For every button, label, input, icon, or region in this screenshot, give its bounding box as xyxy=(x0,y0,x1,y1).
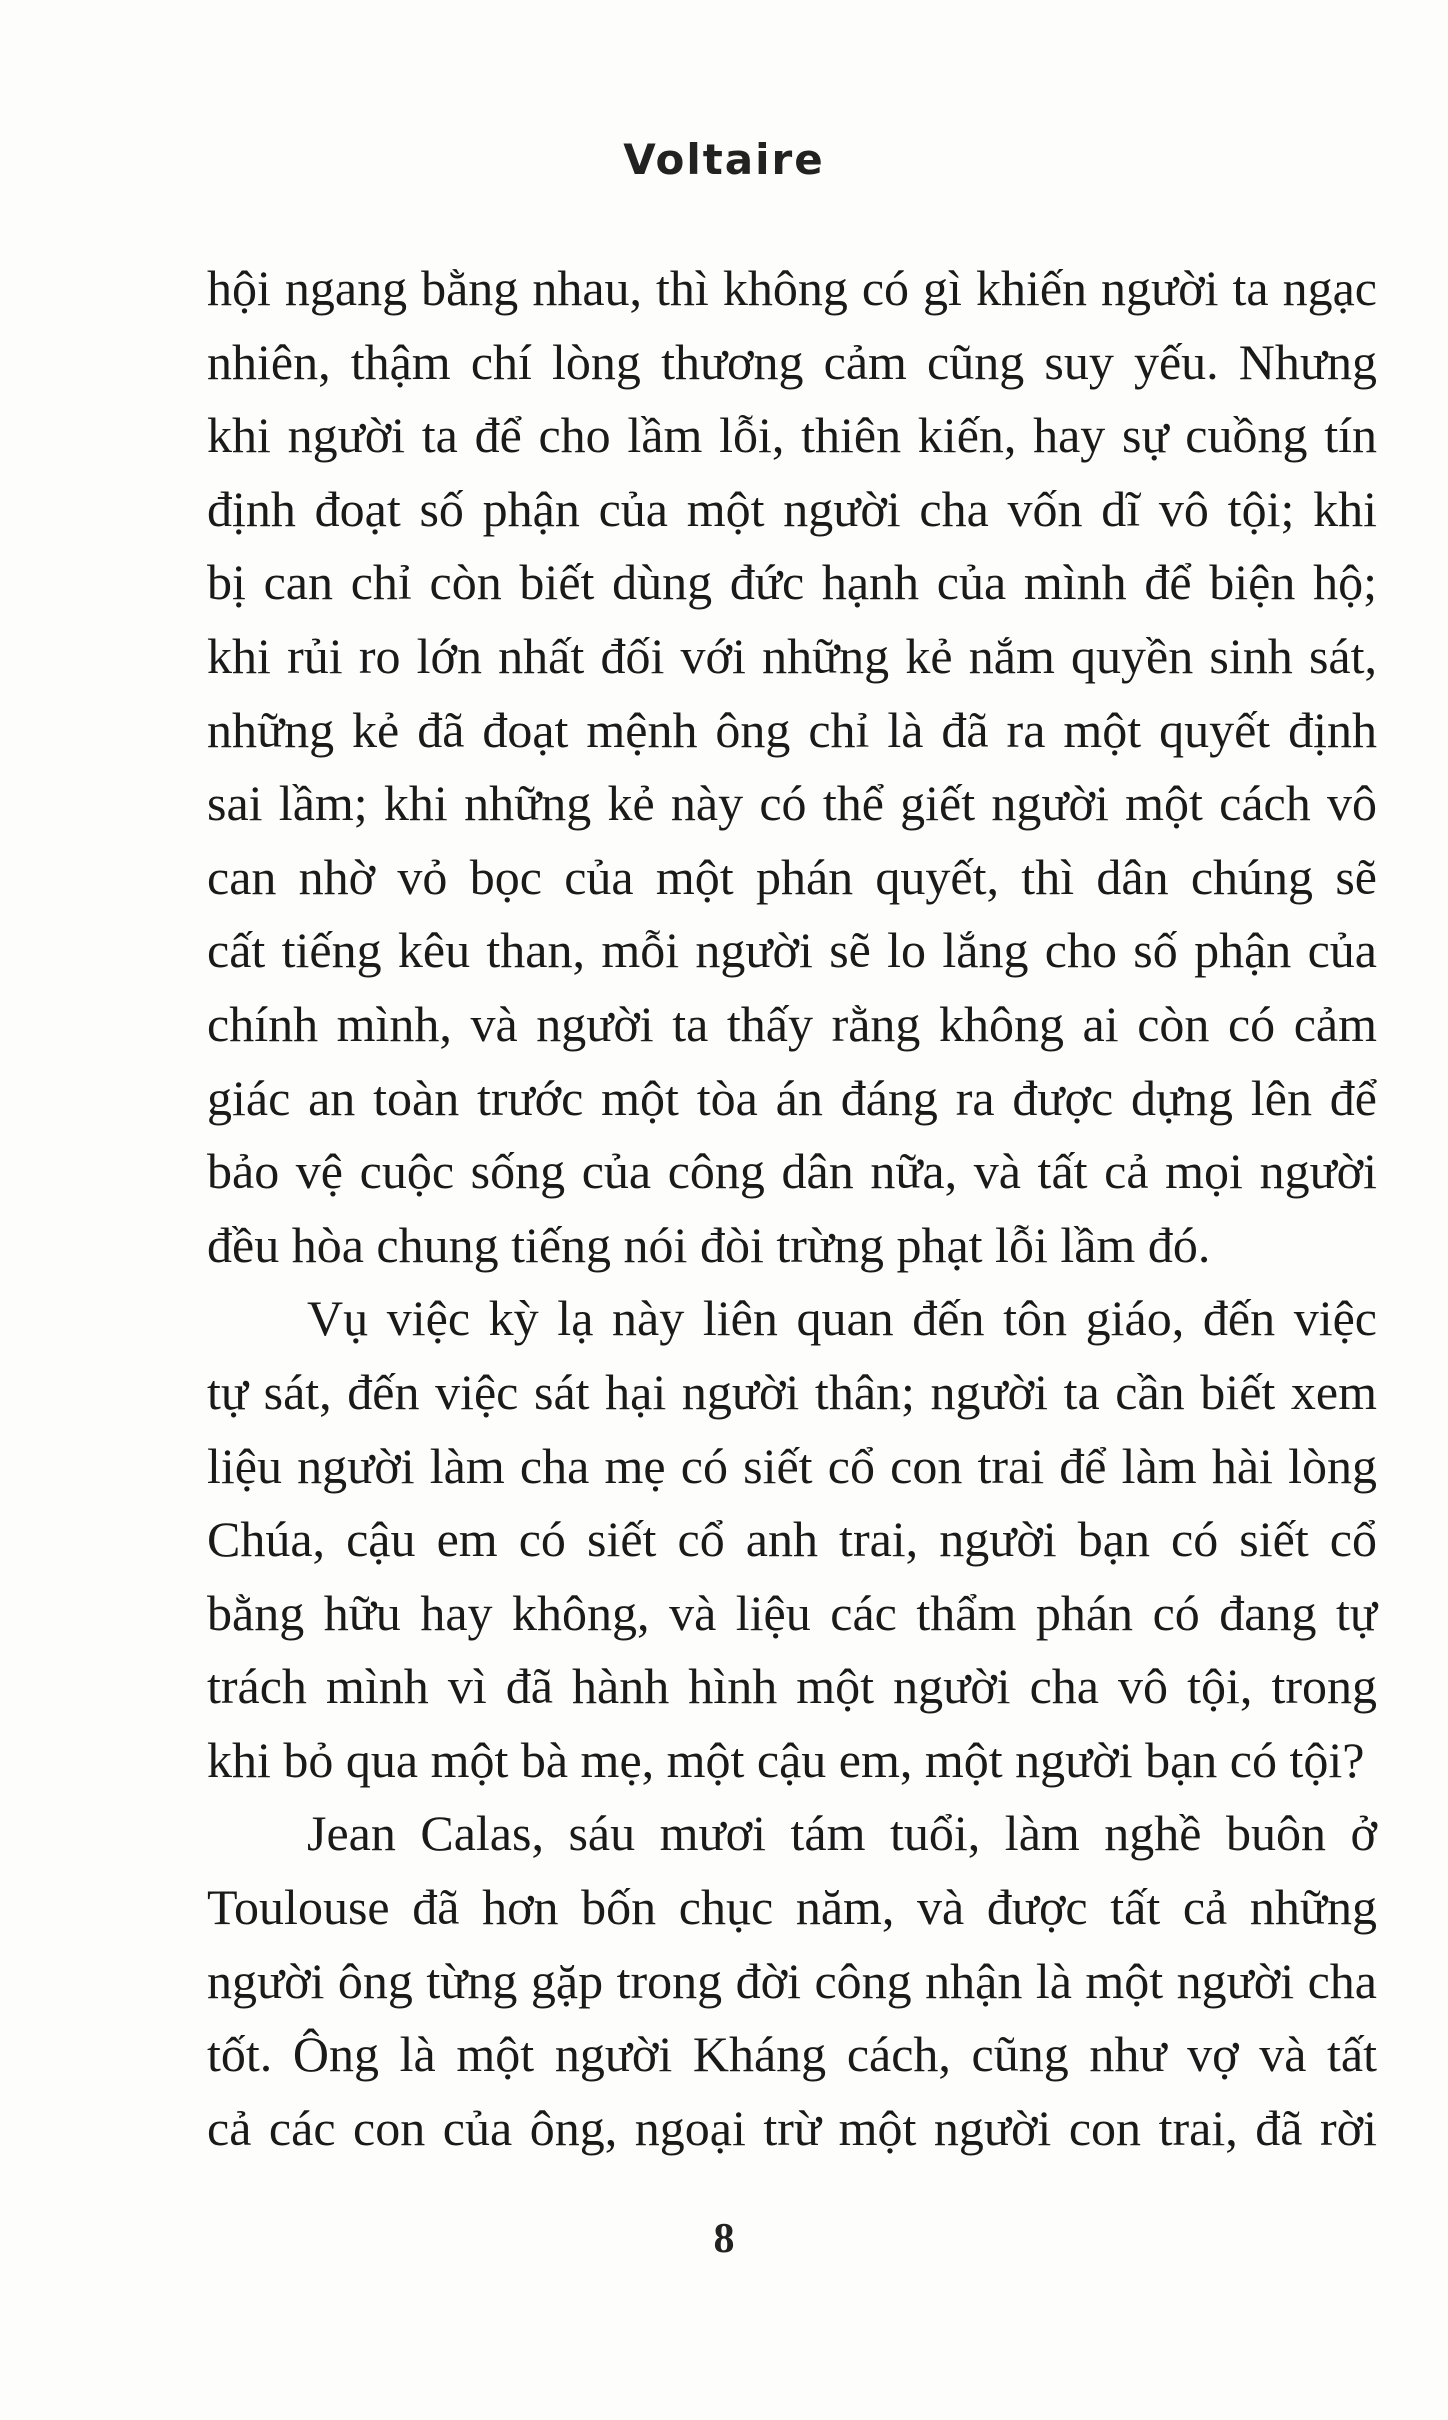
text-line: khi người ta để cho lầm lỗi, thiên kiến, hay sự cuồng tín xyxy=(207,407,1377,464)
body-text xyxy=(207,252,1377,2165)
paragraph-end-line: khi bỏ qua một bà mẹ, một cậu em, một người bạn có tội? xyxy=(207,1731,1365,1788)
text-line: liệu người làm cha mẹ có siết cổ con trai để làm hài lòng xyxy=(207,1437,1377,1494)
paragraph-end-line: đều hòa chung tiếng nói đòi trừng phạt lỗi lầm đó. xyxy=(207,1216,1211,1273)
text-line: nhiên, thậm chí lòng thương cảm cũng suy yếu. Nhưng xyxy=(207,333,1377,390)
text-line: cả các con của ông, ngoại trừ một người con trai, đã rời xyxy=(207,2099,1377,2156)
text-line: giác an toàn trước một tòa án đáng ra được dựng lên để xyxy=(207,1069,1377,1126)
text-line: Chúa, cậu em có siết cổ anh trai, người bạn có siết cổ xyxy=(207,1511,1377,1568)
text-line: bảo vệ cuộc sống của công dân nữa, và tất cả mọi người xyxy=(207,1143,1377,1200)
text-line: can nhờ vỏ bọc của một phán quyết, thì dân chúng sẽ xyxy=(207,848,1377,905)
paragraph-first-line: Jean Calas, sáu mươi tám tuổi, làm nghề buôn ở xyxy=(307,1805,1377,1862)
text-line: người ông từng gặp trong đời công nhận là một người cha xyxy=(207,1952,1377,2009)
running-title: Voltaire xyxy=(623,135,825,184)
text-line: Toulouse đã hơn bốn chục năm, và được tất cả những xyxy=(207,1879,1377,1936)
text-line: tốt. Ông là một người Kháng cách, cũng như vợ và tất xyxy=(207,2026,1377,2083)
text-line: định đoạt số phận của một người cha vốn dĩ vô tội; khi xyxy=(207,480,1377,537)
text-line: cất tiếng kêu than, mỗi người sẽ lo lắng cho số phận của xyxy=(207,922,1377,979)
text-line: khi rủi ro lớn nhất đối với những kẻ nắm quyền sinh sát, xyxy=(207,627,1377,684)
paragraph-first-line: Vụ việc kỳ lạ này liên quan đến tôn giáo, đến việc xyxy=(307,1290,1377,1347)
text-line: trách mình vì đã hành hình một người cha vô tội, trong xyxy=(207,1658,1377,1715)
text-line: bị can chỉ còn biết dùng đức hạnh của mình để biện hộ; xyxy=(207,554,1377,611)
page-number: 8 xyxy=(713,2216,735,2262)
text-line: những kẻ đã đoạt mệnh ông chỉ là đã ra một quyết định xyxy=(207,701,1377,758)
text-line: tự sát, đến việc sát hại người thân; người ta cần biết xem xyxy=(207,1363,1377,1420)
text-line: bằng hữu hay không, và liệu các thẩm phán có đang tự xyxy=(207,1584,1377,1641)
text-line: hội ngang bằng nhau, thì không có gì khiến người ta ngạc xyxy=(207,260,1377,316)
text-line: chính mình, và người ta thấy rằng không ai còn có cảm xyxy=(207,995,1377,1052)
text-line: sai lầm; khi những kẻ này có thể giết người một cách vô xyxy=(207,775,1377,832)
